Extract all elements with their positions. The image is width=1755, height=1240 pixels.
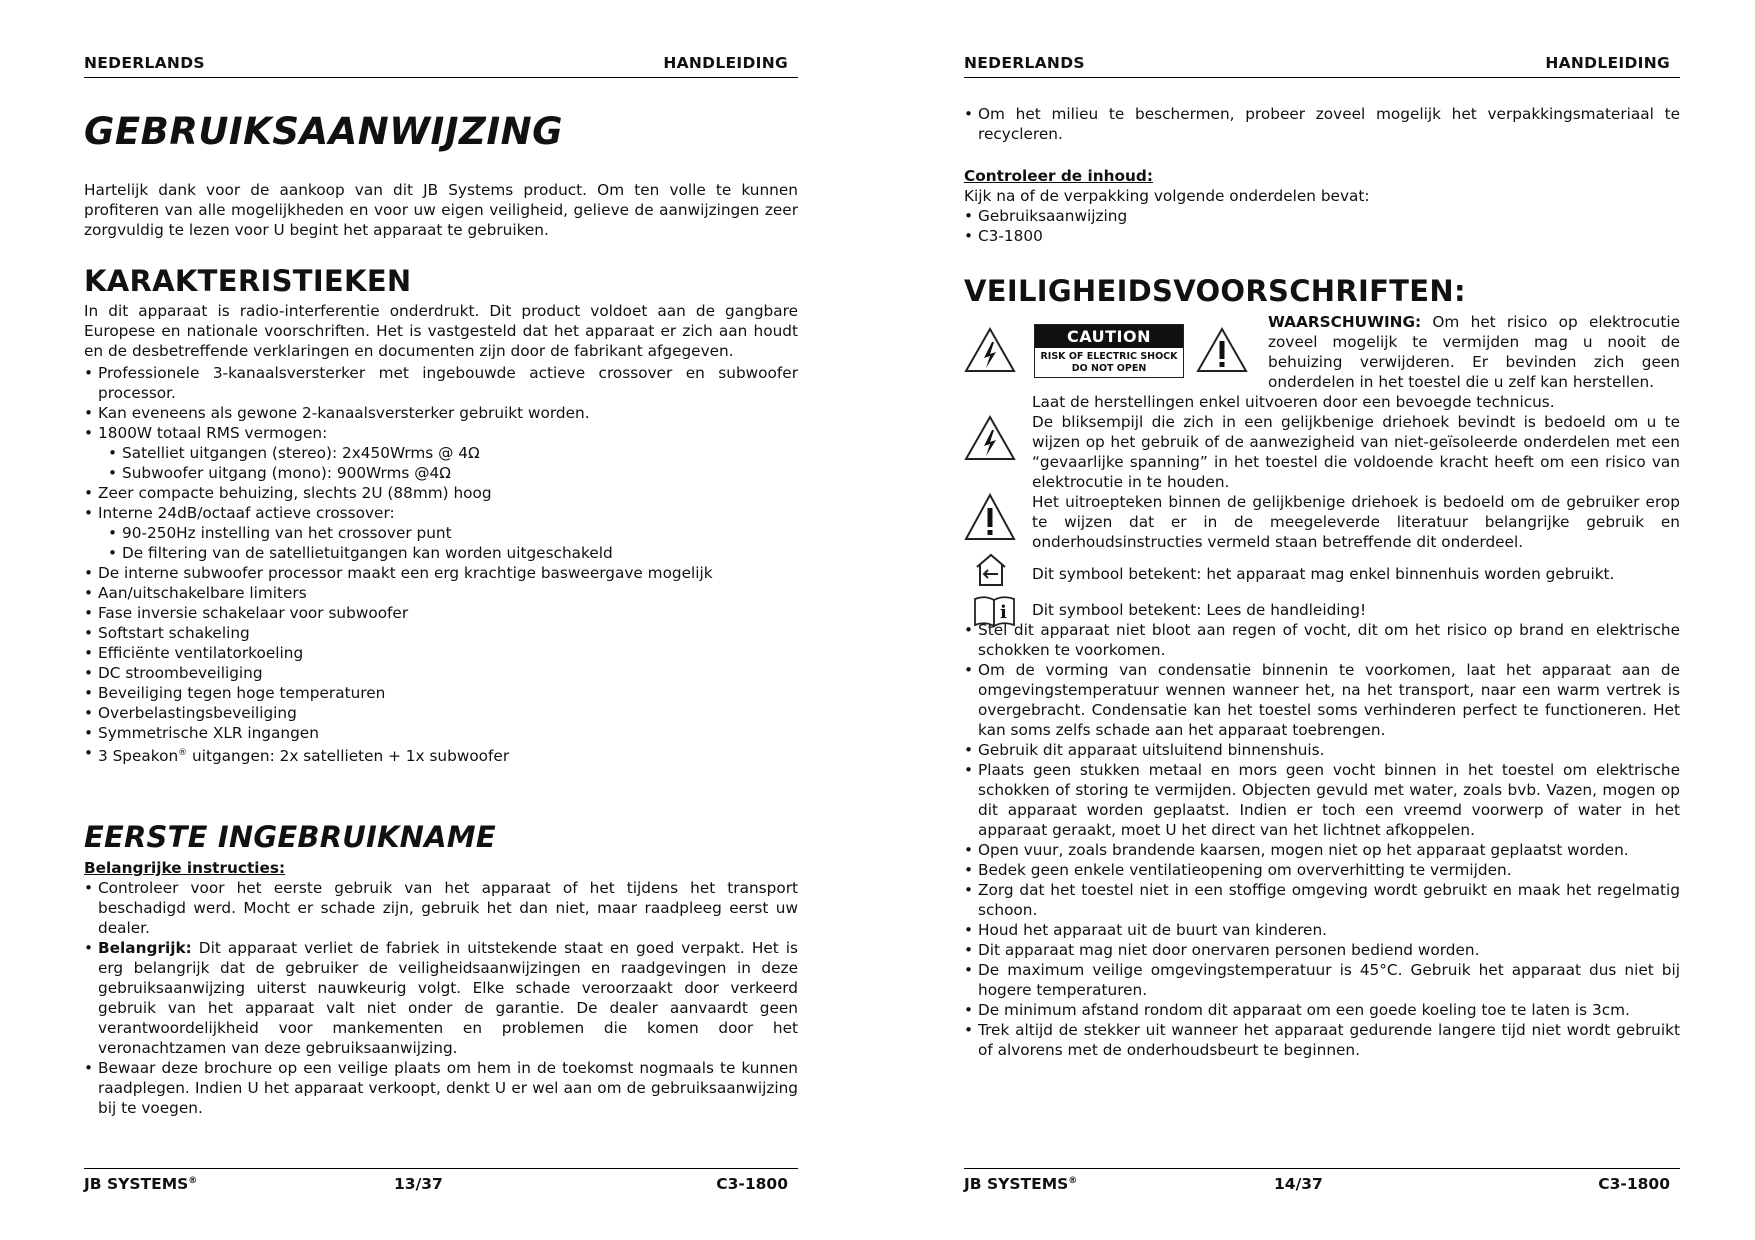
header-doc-type: HANDLEIDING	[1545, 54, 1670, 72]
features-intro: In dit apparaat is radio-interferentie onderdrukt. Dit product voldoet aan de gangbare Europese en nationale voorschriften. Het is vastgesteld dat het apparaat er zich aan houdt en de desbetreffende verklaringen en documenten zijn door de fabrikant afgegeven.	[84, 302, 798, 360]
caution-label	[1034, 324, 1184, 378]
list-item: • Bedek geen enkele ventilatieopening om oververhitting te vermijden.	[964, 860, 1680, 880]
warning-text: WAARSCHUWING: Om het risico op elektrocutie zoveel mogelijk te vermijden mag u nooit de behuizing verwijderen. Er bevinden zich geen onderdelen in het toestel die u zelf kan herstellen.	[1268, 313, 1680, 391]
lightning-text: De bliksempijl die zich in een gelijkbenige driehoek bevindt is bedoeld om u te wijzen op het gebruik of de aanwezigheid van niet-geïsoleerde onderdelen met een “gevaarlijke spanning” in het toestel die voldoende kracht heeft om een risico van elektrocutie in te houden.	[1032, 413, 1680, 491]
header-language: NEDERLANDS	[964, 54, 1085, 72]
header-language: NEDERLANDS	[84, 54, 205, 72]
list-item: • Houd het apparaat uit de buurt van kinderen.	[964, 920, 1680, 940]
list-item: • Symmetrische XLR ingangen	[84, 723, 798, 743]
intro-paragraph: Hartelijk dank voor de aankoop van dit JB Systems product. Om ten volle te kunnen profiteren van alle mogelijkheden en voor uw eigen veiligheid, gelieve de aanwijzingen zeer zorgvuldig te lezen voor U begint het apparaat te gebruiken.	[84, 181, 798, 239]
safety-heading: VEILIGHEIDSVOORSCHRIFTEN:	[964, 274, 1466, 308]
list-item: • Stel dit apparaat niet bloot aan regen of vocht, dit om het risico op brand en elektrische schokken te voorkomen.	[964, 620, 1680, 660]
header-doc-type: HANDLEIDING	[663, 54, 788, 72]
page-header	[84, 52, 798, 78]
list-item: • Aan/uitschakelbare limiters	[84, 583, 798, 603]
left-page	[84, 52, 798, 1202]
list-item: • 90-250Hz instelling van het crossover punt	[84, 523, 798, 543]
lightning-triangle-icon	[964, 414, 1016, 462]
caution-text: RISK OF ELECTRIC SHOCK DO NOT OPEN	[1040, 351, 1178, 374]
manual-text: Dit symbool betekent: Lees de handleiding!	[1032, 601, 1367, 619]
list-item: • De maximum veilige omgevingstemperatuur is 45°C. Gebruik het apparaat dus niet bij hogere temperaturen.	[964, 960, 1680, 1000]
list-item: • Zeer compacte behuizing, slechts 2U (88mm) hoog	[84, 483, 798, 503]
repair-text: Laat de herstellingen enkel uitvoeren door een bevoegde technicus.	[1032, 393, 1555, 411]
first-use-heading: EERSTE INGEBRUIKNAME	[84, 820, 496, 854]
indoor-text: Dit symbool betekent: het apparaat mag enkel binnenhuis worden gebruikt.	[1032, 565, 1615, 583]
list-item: • Kan eveneens als gewone 2-kanaalsversterker gebruikt worden.	[84, 403, 798, 423]
contents-intro: Kijk na of de verpakking volgende onderdelen bevat:	[964, 187, 1370, 205]
list-item: • Dit apparaat mag niet door onervaren personen bediend worden.	[964, 940, 1680, 960]
features-heading: KARAKTERISTIEKEN	[84, 264, 412, 298]
list-item: • Zorg dat het toestel niet in een stoffige omgeving wordt gebruikt en maak het regelmatig schoon.	[964, 880, 1680, 920]
list-item: • Om het milieu te beschermen, probeer zoveel mogelijk het verpakkingsmateriaal te recycleren.	[964, 104, 1680, 144]
contents-label: Controleer de inhoud:	[964, 167, 1153, 185]
contents-list	[964, 206, 1680, 246]
page-footer	[964, 1168, 1680, 1195]
list-item: • Plaats geen stukken metaal en mors geen vocht binnen in het toestel om elektrische schokken of storing te vermijden. Objecten gevuld met water, zoals bvb. Vazen, mogen op dit apparaat worden geplaatst. Indien er toch een vreemd voorwerp of water in het apparaat geraakt, moet U het direct van het lichtnet afkoppelen.	[964, 760, 1680, 840]
list-item: • Controleer voor het eerste gebruik van het apparaat of het tijdens het transport beschadigd werd. Mocht er schade zijn, gebruik het dan niet, maar raadpleeg eerst uw dealer.	[84, 878, 798, 938]
list-item: • Trek altijd de stekker uit wanneer het apparaat gedurende langere tijd niet wordt gebruikt of alvorens met de onderhoudsbeurt te beginnen.	[964, 1020, 1680, 1060]
list-item: • Fase inversie schakelaar voor subwoofer	[84, 603, 798, 623]
list-item: • Interne 24dB/octaaf actieve crossover:	[84, 503, 798, 523]
exclamation-text: Het uitroepteken binnen de gelijkbenige driehoek is bedoeld om de gebruiker erop te wijzen dat er in de meegeleverde literatuur belangrijke gebruik en onderhoudsinstructies vermeld staan betreffende dit onderdeel.	[1032, 493, 1680, 551]
list-item: • Beveiliging tegen hoge temperaturen	[84, 683, 798, 703]
exclamation-warning-icon	[1196, 326, 1248, 374]
list-item: • Bewaar deze brochure op een veilige plaats om hem in de toekomst nogmaals te kunnen raadplegen. Indien U het apparaat verkoopt, denkt U er wel aan om de gebruiksaanwijzing bij te voegen.	[84, 1058, 798, 1118]
list-item: • Softstart schakeling	[84, 623, 798, 643]
list-item: • Subwoofer uitgang (mono): 900Wrms @4Ω	[84, 463, 798, 483]
svg-text:i: i	[1000, 602, 1007, 623]
list-item: • Open vuur, zoals brandende kaarsen, mogen niet op het apparaat geplaatst worden.	[964, 840, 1680, 860]
page-title: GEBRUIKSAANWIJZING	[84, 110, 563, 153]
safety-rules-list	[964, 620, 1680, 1060]
page-footer	[84, 1168, 798, 1195]
list-item: • DC stroombeveiliging	[84, 663, 798, 683]
lightning-warning-icon	[964, 326, 1016, 374]
list-item: • Gebruik dit apparaat uitsluitend binnenshuis.	[964, 740, 1680, 760]
recycle-list	[964, 104, 1680, 144]
right-page	[964, 52, 1680, 1202]
list-item: • Overbelastingsbeveiliging	[84, 703, 798, 723]
list-item: • Efficiënte ventilatorkoeling	[84, 643, 798, 663]
important-instructions-label: Belangrijke instructies:	[84, 859, 286, 877]
list-item: • De interne subwoofer processor maakt een erg krachtige basweergave mogelijk	[84, 563, 798, 583]
list-item: • Professionele 3-kanaalsversterker met ingebouwde actieve crossover en subwoofer processor.	[84, 363, 798, 403]
page-number: 14/37	[1274, 1175, 1323, 1193]
exclamation-triangle-icon	[964, 492, 1016, 542]
list-item: • Om de vorming van condensatie binnenin te voorkomen, laat het apparaat aan de omgevingstemperatuur wennen wanneer het, na het transport, naar een warm vertrek is overgebracht. Condensatie kan het toestel soms verhinderen perfect te functioneren. Het kan soms zelfs schade aan het apparaat toebrengen.	[964, 660, 1680, 740]
list-item: • Gebruiksaanwijzing	[964, 206, 1680, 226]
features-list	[84, 363, 798, 766]
footer-brand: JB SYSTEMS®	[84, 1175, 198, 1193]
page-header	[964, 52, 1680, 78]
page-number: 13/37	[394, 1175, 443, 1193]
list-item: • Belangrijk: Dit apparaat verliet de fabriek in uitstekende staat en goed verpakt. Het is erg belangrijk dat de gebruiker de veiligheidsaanwijzingen en raadgevingen in deze gebruiksaanwijzing uiterst nauwkeurig volgt. Elke schade veroorzaakt door verkeerd gebruik van het apparaat valt niet onder de garantie. De dealer aanvaardt geen verantwoordelijkheid voor mankementen en problemen die komen door het veronachtzamen van deze gebruiksaanwijzing.	[84, 938, 798, 1058]
footer-brand: JB SYSTEMS®	[964, 1175, 1078, 1193]
list-item: • 1800W totaal RMS vermogen:	[84, 423, 798, 443]
indoor-use-icon	[974, 552, 1008, 588]
caution-title: CAUTION	[1035, 325, 1183, 348]
list-item: • De filtering van de satellietuitgangen kan worden uitgeschakeld	[84, 543, 798, 563]
list-item: • C3-1800	[964, 226, 1680, 246]
list-item: • 3 Speakon® uitgangen: 2x satellieten + 1x subwoofer	[84, 743, 798, 766]
footer-model: C3-1800	[1598, 1175, 1670, 1193]
footer-model: C3-1800	[716, 1175, 788, 1193]
list-item: • Satelliet uitgangen (stereo): 2x450Wrms @ 4Ω	[84, 443, 798, 463]
first-use-list	[84, 878, 798, 1118]
list-item: • De minimum afstand rondom dit apparaat om een goede koeling toe te laten is 3cm.	[964, 1000, 1680, 1020]
